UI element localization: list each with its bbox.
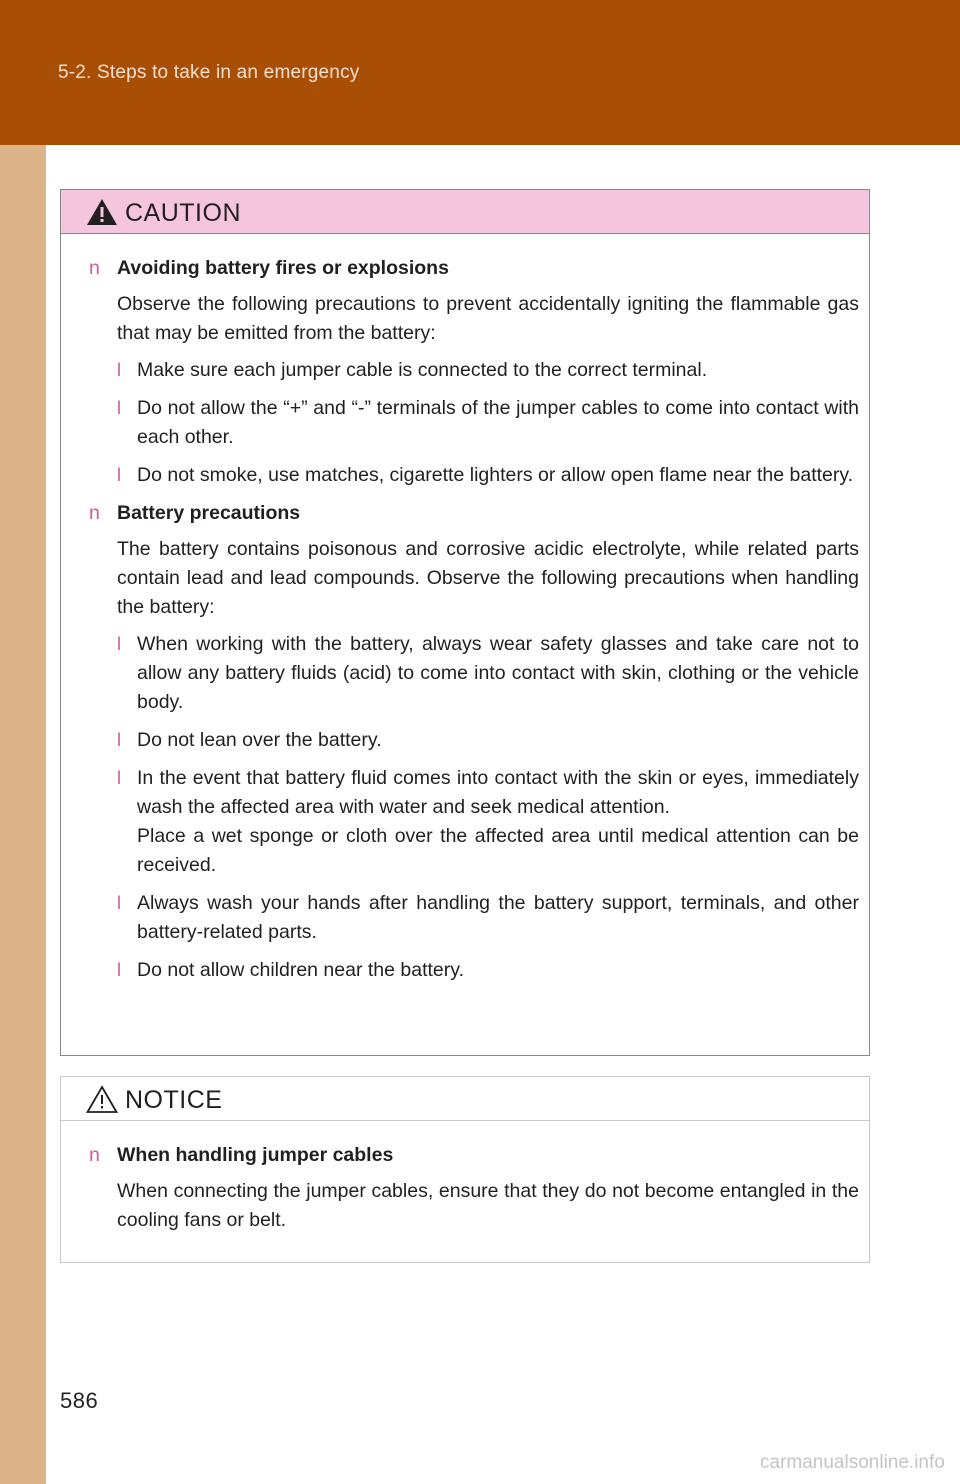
list-item: l When working with the battery, always wear safety glasses and take care not to allow any battery fluids (acid) to come into contact with skin, clothing or the vehicle body. (89, 630, 859, 717)
warning-icon (85, 197, 119, 227)
bullet-marker: l (117, 360, 121, 380)
list-item: l Always wash your hands after handling the battery support, terminals, and other battery-related parts. (89, 889, 859, 947)
section-intro: The battery contains poisonous and corrosive acidic electrolyte, while related parts contain lead and lead compounds. Observe the following precautions when handling the battery: (117, 538, 859, 618)
list-item: l Do not allow children near the battery. (89, 956, 859, 985)
list-item: l Do not smoke, use matches, cigarette lighters or allow open flame near the battery. (89, 461, 859, 490)
section-marker: n (89, 1144, 100, 1166)
bullet-marker: l (117, 768, 121, 788)
notice-header (61, 1077, 869, 1121)
bullet-marker: l (117, 730, 121, 750)
section-title: n Avoiding battery fires or explosions (89, 254, 859, 283)
section-title: n Battery precautions (89, 499, 859, 528)
watermark: carmanualsonline.info (760, 1452, 945, 1473)
caution-box (60, 189, 870, 1056)
list-item: l Do not lean over the battery. (89, 726, 859, 755)
page-number: 586 (60, 1388, 99, 1413)
section-battery-fires (89, 254, 859, 490)
section-intro: When connecting the jumper cables, ensure that they do not become entangled in the cooling fans or belt. (117, 1180, 859, 1231)
section-battery-precautions (89, 499, 859, 985)
notice-box (60, 1076, 870, 1263)
section-title: n When handling jumper cables (89, 1141, 859, 1170)
notice-content (61, 1121, 869, 1235)
bullet-marker: l (117, 398, 121, 418)
notice-label: NOTICE (125, 1086, 223, 1114)
section-marker: n (89, 257, 100, 279)
bullet-marker: l (117, 893, 121, 913)
warning-outline-icon (85, 1084, 119, 1114)
chapter-title: 5-2. Steps to take in an emergency (58, 62, 360, 83)
header-bar (0, 0, 960, 145)
list-item: l In the event that battery fluid comes into contact with the skin or eyes, immediately wash the affected area with water and seek medical attention. Place a wet sponge or cloth over the affected area until medical attention can be received. (89, 764, 859, 880)
list-item: l Make sure each jumper cable is connected to the correct terminal. (89, 356, 859, 385)
side-strip (0, 145, 46, 1484)
caution-header (61, 190, 869, 234)
bullet-marker: l (117, 465, 121, 485)
section-marker: n (89, 502, 100, 524)
bullet-marker: l (117, 634, 121, 654)
list-item: l Do not allow the “+” and “-” terminals of the jumper cables to come into contact with each other. (89, 394, 859, 452)
section-jumper-cables (89, 1141, 859, 1235)
bullet-marker: l (117, 960, 121, 980)
caution-label: CAUTION (125, 199, 241, 227)
section-intro: Observe the following precautions to prevent accidentally igniting the flammable gas that may be emitted from the battery: (117, 293, 859, 344)
caution-content (61, 234, 869, 985)
